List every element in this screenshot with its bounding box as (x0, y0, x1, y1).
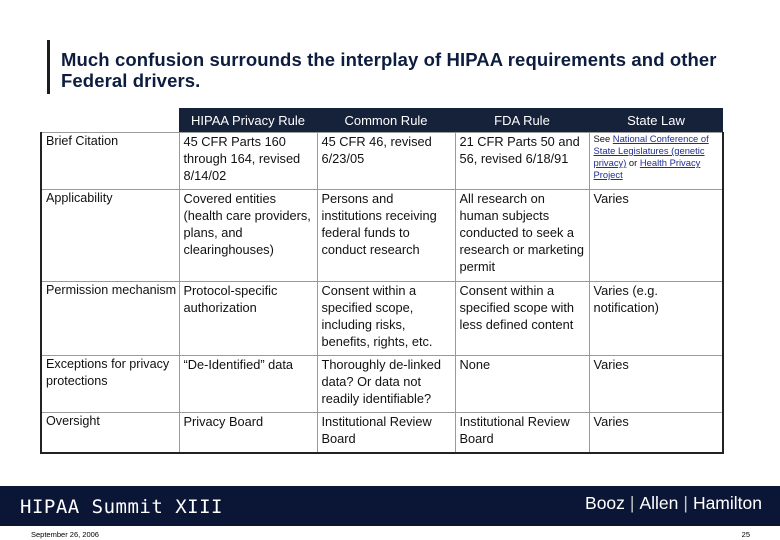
cell-fda: Consent within a specified scope with less defined content (455, 282, 589, 356)
cell-state: Varies (589, 356, 723, 413)
cell-state: Varies (e.g. notification) (589, 282, 723, 356)
slide-title: Much confusion surrounds the interplay of HIPAA requirements and other Federal drivers. (61, 49, 717, 91)
cell-hipaa: Covered entities (health care providers, plans, and clearinghouses) (179, 190, 317, 282)
title-accent-bar (47, 40, 50, 94)
health-privacy-project-link[interactable]: Health Privacy Project (593, 157, 701, 180)
column-header-common: Common Rule (317, 108, 455, 133)
table-row (41, 413, 723, 453)
company-logo: Booz | Allen | Hamilton (585, 493, 762, 513)
cell-state: Varies (589, 413, 723, 453)
row-label: Applicability (41, 190, 179, 282)
cell-hipaa: Protocol-specific authorization (179, 282, 317, 356)
state-law-reference: See National Conference of State Legislatures (genetic privacy) or Health Privacy Project (593, 133, 709, 180)
cell-fda: 21 CFR Parts 50 and 56, revised 6/18/91 (455, 133, 589, 190)
ncsl-link[interactable]: National Conference of State Legislatures (genetic privacy) (593, 133, 709, 168)
table-row (41, 190, 723, 282)
corner-cell (41, 108, 179, 133)
table-row (41, 133, 723, 190)
row-label: Brief Citation (41, 133, 179, 190)
comparison-table (40, 108, 724, 454)
cell-common: Institutional Review Board (317, 413, 455, 453)
column-header-state: State Law (589, 108, 723, 133)
cell-hipaa: Privacy Board (179, 413, 317, 453)
table-header-row (41, 108, 723, 133)
cell-hipaa: 45 CFR Parts 160 through 164, revised 8/14/02 (179, 133, 317, 190)
table-row (41, 356, 723, 413)
footer-date: September 26, 2006 (31, 530, 99, 539)
cell-common: Thoroughly de-linked data? Or data not readily identifiable? (317, 356, 455, 413)
row-label: Oversight (41, 413, 179, 453)
cell-state (589, 133, 723, 190)
cell-fda: All research on human subjects conducted to seek a research or marketing permit (455, 190, 589, 282)
page-number: 25 (741, 530, 750, 539)
cell-state: Varies (589, 190, 723, 282)
cell-hipaa: “De-Identified” data (179, 356, 317, 413)
cell-fda: None (455, 356, 589, 413)
cell-common: Persons and institutions receiving federal funds to conduct research (317, 190, 455, 282)
cell-common: 45 CFR 46, revised 6/23/05 (317, 133, 455, 190)
cell-fda: Institutional Review Board (455, 413, 589, 453)
row-label: Exceptions for privacy protections (41, 356, 179, 413)
column-header-fda: FDA Rule (455, 108, 589, 133)
footer-bar (0, 486, 780, 526)
event-name: HIPAA Summit XIII (20, 496, 223, 518)
table-row (41, 282, 723, 356)
column-header-hipaa: HIPAA Privacy Rule (179, 108, 317, 133)
row-label: Permission mechanism (41, 282, 179, 356)
cell-common: Consent within a specified scope, including risks, benefits, rights, etc. (317, 282, 455, 356)
